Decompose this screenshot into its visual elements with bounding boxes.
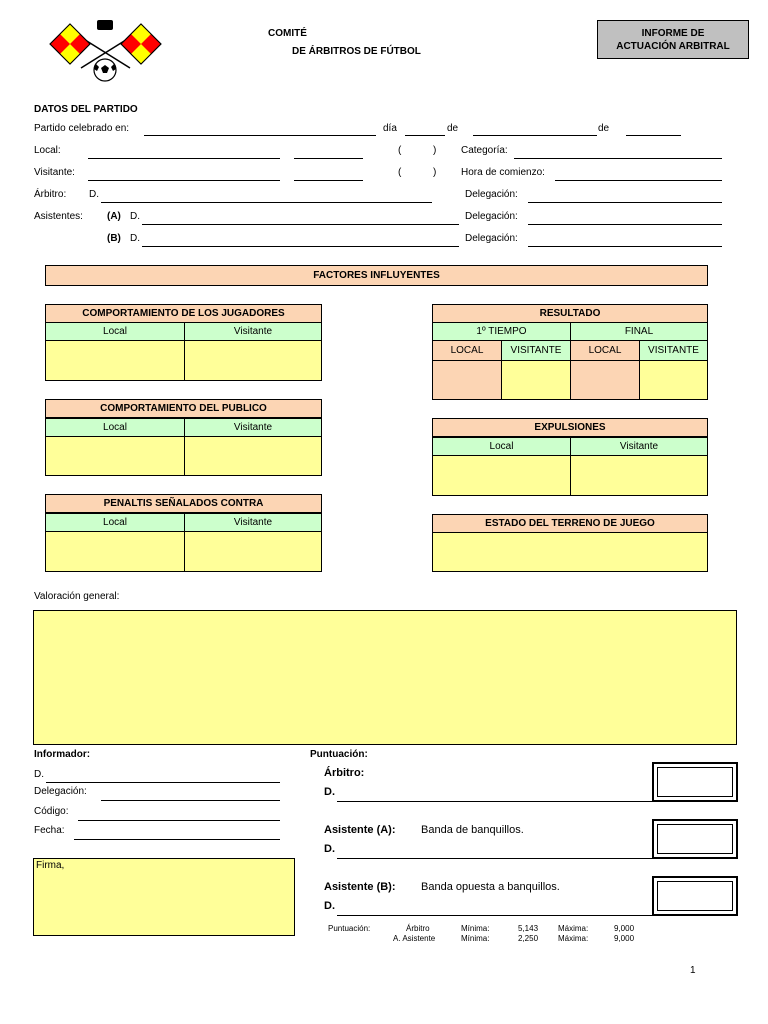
- played-in-field[interactable]: [144, 135, 376, 136]
- score-assistant-b-desc: Banda opuesta a banquillos.: [421, 881, 560, 893]
- legend-row2-role: A. Asistente: [393, 934, 436, 943]
- report-title-line-2: ACTUACIÓN ARBITRAL: [616, 41, 730, 52]
- expulsions-local-cell[interactable]: [432, 455, 571, 496]
- local-team-field[interactable]: [88, 158, 280, 159]
- year-field[interactable]: [626, 135, 681, 136]
- public-behavior-header: COMPORTAMIENTO DEL PUBLICO: [45, 399, 322, 418]
- assistant-a-delegation-field[interactable]: [528, 224, 722, 225]
- referee-label: Árbitro:: [34, 189, 67, 200]
- of-label-2: de: [598, 123, 610, 134]
- referee-name-field[interactable]: [101, 202, 432, 203]
- score-referee-box[interactable]: [652, 762, 738, 802]
- players-local-cell[interactable]: [45, 340, 185, 381]
- assistant-b-tag: (B): [107, 233, 121, 244]
- evaluation-textarea[interactable]: [33, 610, 737, 745]
- start-time-field[interactable]: [555, 180, 722, 181]
- start-time-label: Hora de comienzo:: [461, 167, 545, 178]
- informer-delegation-field[interactable]: [101, 800, 280, 801]
- legend-row1-role: Árbitro: [406, 924, 430, 933]
- penalties-header: PENALTIS SEÑALADOS CONTRA: [45, 494, 322, 513]
- players-visitor-header: Visitante: [184, 322, 322, 341]
- assistant-a-name-field[interactable]: [142, 224, 459, 225]
- local-label: Local:: [34, 145, 61, 156]
- referee-d-prefix: D.: [89, 189, 99, 200]
- informer-delegation-label: Delegación:: [34, 786, 87, 797]
- expulsions-visitor-header: Visitante: [570, 437, 708, 456]
- local-extra-field[interactable]: [294, 158, 363, 159]
- final-local-header: LOCAL: [570, 340, 640, 361]
- score-assistant-b-name-field[interactable]: [337, 915, 653, 916]
- assistants-label: Asistentes:: [34, 211, 83, 222]
- assistant-b-delegation-field[interactable]: [528, 246, 722, 247]
- legend-row1-max-label: Máxima:: [558, 924, 589, 933]
- legend-row2-min: 2,250: [518, 934, 539, 943]
- assistant-a-tag: (A): [107, 211, 121, 222]
- page-number: 1: [690, 965, 696, 976]
- public-visitor-header: Visitante: [184, 418, 322, 437]
- informer-d-prefix: D.: [34, 769, 44, 780]
- visitor-extra-field[interactable]: [294, 180, 363, 181]
- informer-name-field[interactable]: [46, 782, 280, 783]
- assistant-b-name-field[interactable]: [142, 246, 459, 247]
- visitor-label: Visitante:: [34, 167, 75, 178]
- category-field[interactable]: [514, 158, 722, 159]
- org-line-2: DE ÁRBITROS DE FÚTBOL: [292, 46, 421, 57]
- factors-title: FACTORES INFLUYENTES: [45, 265, 708, 286]
- assistant-b-delegation-label: Delegación:: [465, 233, 518, 244]
- expulsions-local-header: Local: [432, 437, 571, 456]
- referee-flags-logo: [48, 20, 163, 84]
- legend-row2-min-label: Mínima:: [461, 934, 490, 943]
- signature-box[interactable]: [33, 858, 295, 936]
- assistant-b-d-prefix: D.: [130, 233, 140, 244]
- local-paren-open: (: [398, 145, 402, 156]
- legend-label: Puntuación:: [328, 924, 371, 933]
- visitor-paren-close: ): [433, 167, 437, 178]
- score-assistant-b-d-prefix: D.: [324, 900, 335, 912]
- informer-code-label: Código:: [34, 806, 69, 817]
- players-local-header: Local: [45, 322, 185, 341]
- public-local-header: Local: [45, 418, 185, 437]
- players-visitor-cell[interactable]: [184, 340, 322, 381]
- first-half-local-cell[interactable]: [432, 360, 502, 400]
- report-title-line-1: INFORME DE: [641, 28, 705, 39]
- category-label: Categoría:: [461, 145, 508, 156]
- visitor-team-field[interactable]: [88, 180, 280, 181]
- report-title-box: [597, 20, 749, 59]
- field-state-cell[interactable]: [432, 532, 708, 572]
- score-referee-name-field[interactable]: [337, 801, 653, 802]
- local-paren-close: ): [433, 145, 437, 156]
- result-header: RESULTADO: [432, 304, 708, 323]
- public-visitor-cell[interactable]: [184, 436, 322, 476]
- signature-label: Firma,: [36, 860, 65, 871]
- legend-row1-min-label: Mínima:: [461, 924, 490, 933]
- scoring-title: Puntuación:: [310, 749, 368, 760]
- penalties-local-header: Local: [45, 513, 185, 532]
- field-state-header: ESTADO DEL TERRENO DE JUEGO: [432, 514, 708, 533]
- evaluation-label: Valoración general:: [34, 591, 120, 602]
- score-assistant-b-box[interactable]: [652, 876, 738, 916]
- score-assistant-b-label: Asistente (B):: [324, 881, 396, 893]
- expulsions-header: EXPULSIONES: [432, 418, 708, 437]
- score-assistant-a-d-prefix: D.: [324, 843, 335, 855]
- final-visitor-cell[interactable]: [639, 360, 708, 400]
- informer-date-label: Fecha:: [34, 825, 65, 836]
- informer-code-field[interactable]: [78, 820, 280, 821]
- of-label-1: de: [447, 123, 459, 134]
- score-assistant-a-desc: Banda de banquillos.: [421, 824, 524, 836]
- org-line-1: COMITÉ: [268, 28, 307, 39]
- score-assistant-a-label: Asistente (A):: [324, 824, 396, 836]
- score-assistant-a-box[interactable]: [652, 819, 738, 859]
- referee-delegation-label: Delegación:: [465, 189, 518, 200]
- penalties-visitor-header: Visitante: [184, 513, 322, 532]
- informer-date-field[interactable]: [74, 839, 280, 840]
- expulsions-visitor-cell[interactable]: [570, 455, 708, 496]
- penalties-visitor-cell[interactable]: [184, 531, 322, 572]
- score-referee-label: Árbitro:: [324, 767, 365, 779]
- legend-row2-max: 9,000: [614, 934, 635, 943]
- legend-row1-max: 9,000: [614, 924, 635, 933]
- played-in-label: Partido celebrado en:: [34, 123, 130, 134]
- referee-delegation-field[interactable]: [528, 202, 722, 203]
- final-header: FINAL: [570, 322, 708, 341]
- penalties-local-cell[interactable]: [45, 531, 185, 572]
- first-half-local-header: LOCAL: [432, 340, 502, 361]
- score-assistant-a-name-field[interactable]: [337, 858, 653, 859]
- informer-title: Informador:: [34, 749, 91, 760]
- match-section-title: DATOS DEL PARTIDO: [34, 104, 138, 115]
- legend-row2-max-label: Máxima:: [558, 934, 589, 943]
- first-half-visitor-cell[interactable]: [501, 360, 571, 400]
- final-visitor-header: VISITANTE: [639, 340, 708, 361]
- players-behavior-header: COMPORTAMIENTO DE LOS JUGADORES: [45, 304, 322, 323]
- public-local-cell[interactable]: [45, 436, 185, 476]
- day-label: día: [383, 123, 397, 134]
- month-field[interactable]: [473, 135, 597, 136]
- final-local-cell[interactable]: [570, 360, 640, 400]
- first-half-visitor-header: VISITANTE: [501, 340, 571, 361]
- first-half-header: 1º TIEMPO: [432, 322, 571, 341]
- assistant-a-delegation-label: Delegación:: [465, 211, 518, 222]
- assistant-a-d-prefix: D.: [130, 211, 140, 222]
- day-field[interactable]: [405, 135, 445, 136]
- score-referee-d-prefix: D.: [324, 786, 335, 798]
- legend-row1-min: 5,143: [518, 924, 539, 933]
- visitor-paren-open: (: [398, 167, 402, 178]
